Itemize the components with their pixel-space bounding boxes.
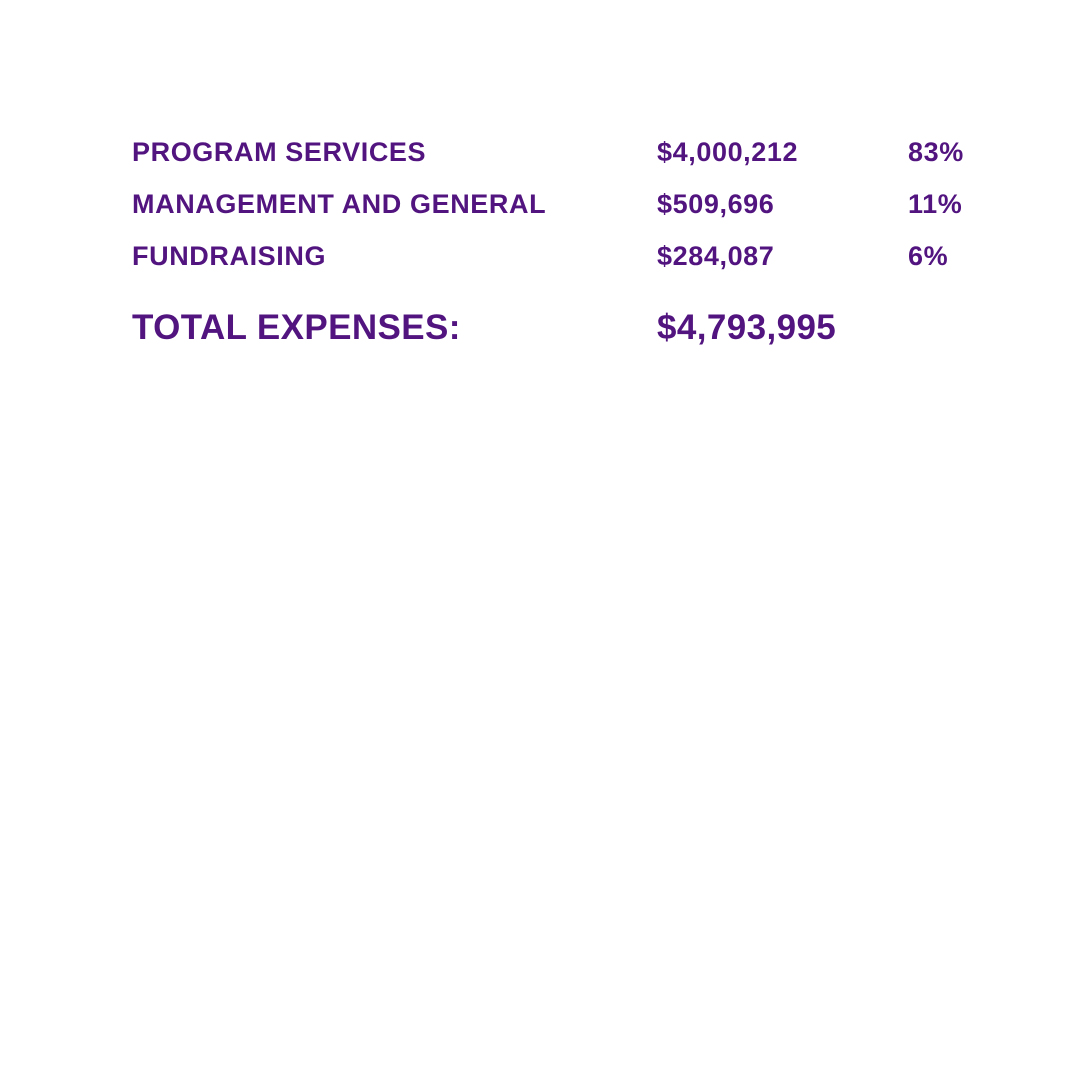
- total-label: TOTAL EXPENSES:: [132, 308, 461, 347]
- expense-percent: 11%: [908, 188, 963, 219]
- expense-table: [132, 126, 982, 360]
- expense-label: MANAGEMENT AND GENERAL: [132, 188, 547, 219]
- total-amount: $4,793,995: [657, 308, 837, 347]
- expense-amount: $509,696: [657, 188, 775, 219]
- expense-amount: $4,000,212: [657, 136, 799, 167]
- expense-label: PROGRAM SERVICES: [132, 136, 427, 167]
- table-row: [132, 230, 982, 282]
- total-row: [132, 296, 982, 360]
- table-row: [132, 126, 982, 178]
- table-row: [132, 178, 982, 230]
- expense-label: FUNDRAISING: [132, 240, 327, 271]
- expense-amount: $284,087: [657, 240, 775, 271]
- expense-percent: 6%: [908, 240, 949, 271]
- expense-percent: 83%: [908, 136, 964, 167]
